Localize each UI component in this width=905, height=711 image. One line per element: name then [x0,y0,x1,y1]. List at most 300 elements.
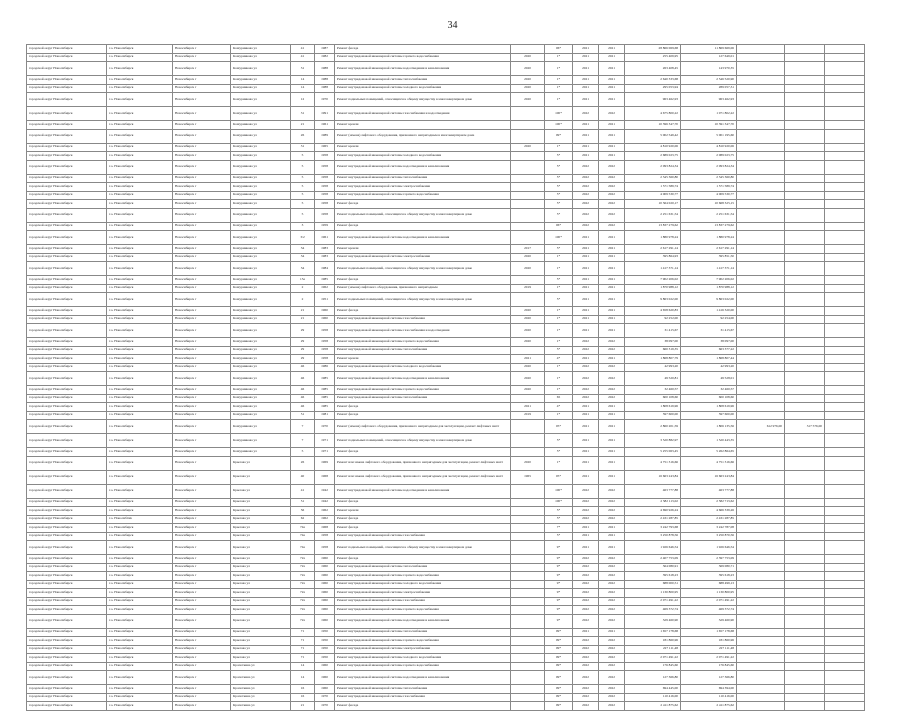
year-built-cell: 1985 [315,394,335,403]
table-row [27,160,865,174]
house-number-cell: 5 [291,448,315,457]
end-year-cell: 2021 [599,143,625,152]
street-cell: Крылова ул [231,589,291,598]
extra-cell-2 [785,498,825,507]
plan-year-cell [511,174,545,183]
plan-year-cell [511,671,545,685]
locality-cell: Новосибирск г [173,315,231,324]
plan-year-cell [511,276,545,285]
code-cell: 09* [545,129,573,143]
total-cell: 2 089 023,75 [681,152,737,161]
district-cell: городской округ Новосибирск [27,403,107,412]
plan-year-cell [511,507,545,516]
house-number-cell: 16 [291,685,315,694]
district-cell: городской округ Новосибирск [27,606,107,615]
code-cell: 100* [545,498,573,507]
code-cell: 09* [545,671,573,685]
start-year-cell: 2021 [573,129,599,143]
city-cell: г.о. Новосибирск [107,372,173,386]
extra-cell-1 [737,245,785,254]
total-cell: 2 411 875,62 [681,702,737,711]
extra-cell-2 [785,121,825,130]
year-built-cell: 1962 [315,284,335,293]
work-type-cell: Ремонт внутридомовой инженерной системы холодного водоснабжения [335,152,511,161]
work-type-cell: Ремонт внутридомовой инженерной системы водоотведения и канализования [335,62,511,76]
district-cell: городской округ Новосибирск [27,420,107,434]
year-built-cell: 1968 [315,470,335,484]
extra-cell-2 [785,200,825,209]
table-row [27,129,865,143]
street-cell: Крылова ул [231,614,291,628]
city-cell: г.о. Новосибирск [107,434,173,448]
start-year-cell: 2021 [573,293,599,307]
extra-cell-1 [737,121,785,130]
city-cell: г.о. Новосибирск [107,107,173,121]
cost-cell: 600 108,60 [625,394,681,403]
locality-cell: Новосибирск г [173,84,231,93]
house-number-cell: 46 [291,363,315,372]
extra-cell-3 [825,555,865,564]
code-cell: 5* [545,160,573,174]
table-row [27,253,865,262]
plan-year-cell [511,152,545,161]
end-year-cell: 2021 [599,434,625,448]
total-cell: 181 860,96 [681,637,737,646]
district-cell: городской округ Новосибирск [27,262,107,276]
year-built-cell: 1991 [315,107,335,121]
table-row [27,53,865,62]
start-year-cell: 2021 [573,45,599,54]
extra-cell-1 [737,93,785,107]
house-number-cell: 2 [291,293,315,307]
house-number-cell: 71 [291,628,315,637]
start-year-cell: 2022 [573,515,599,524]
city-cell: г.о. Новосибирск [107,363,173,372]
code-cell: 1* [545,262,573,276]
district-cell: городской округ Новосибирск [27,555,107,564]
extra-cell-1 [737,448,785,457]
plan-year-cell: 2020 [511,386,545,395]
total-cell: 31 415,67 [681,324,737,338]
total-cell: 16 663 243,84 [681,470,737,484]
table-row [27,671,865,685]
table-row [27,637,865,646]
start-year-cell: 2021 [573,628,599,637]
extra-cell-3 [825,121,865,130]
start-year-cell: 2021 [573,262,599,276]
plan-year-cell [511,200,545,209]
extra-cell-2 [785,637,825,646]
year-built-cell: 1960 [315,606,335,615]
locality-cell: Новосибирск г [173,484,231,498]
extra-cell-1 [737,315,785,324]
house-number-cell: 21 [291,702,315,711]
end-year-cell: 2021 [599,541,625,555]
cost-cell: 7 902 206,02 [625,276,681,285]
code-cell: 1* [545,93,573,107]
cost-cell: 16 663 243,84 [625,470,681,484]
work-type-cell: Ремонт внутридомовой инженерной системы водоотведения и канализования [335,484,511,498]
cost-cell: 1 926 646,54 [625,541,681,555]
house-number-cell: 34 [291,253,315,262]
plan-year-cell: 2020 [511,363,545,372]
work-type-cell: Ремонт (замена) лифтового оборудования, признанного непригодным в многоквартирном доме [335,129,511,143]
start-year-cell: 2021 [573,355,599,364]
code-cell: 100* [545,484,573,498]
end-year-cell: 2022 [599,394,625,403]
year-built-cell: 1951 [315,293,335,307]
locality-cell: Новосибирск г [173,606,231,615]
plan-year-cell [511,346,545,355]
end-year-cell: 2022 [599,654,625,663]
start-year-cell: 2021 [573,76,599,85]
extra-cell-1: 612 976,00 [737,420,785,434]
cost-cell: 9 863 022,00 [625,293,681,307]
locality-cell: Новосибирск г [173,515,231,524]
end-year-cell: 2021 [599,262,625,276]
house-number-cell: 14 [291,76,315,85]
locality-cell: Новосибирск г [173,386,231,395]
street-cell: Кропоткина ул [231,685,291,694]
start-year-cell: 2022 [573,160,599,174]
extra-cell-2 [785,671,825,685]
district-cell: городской округ Новосибирск [27,222,107,231]
house-number-cell: 72а [291,614,315,628]
year-built-cell: 1958 [315,191,335,200]
work-type-cell: Ремонт фасада [335,307,511,316]
total-cell: 1 130 800,95 [681,589,737,598]
table-row [27,307,865,316]
city-cell: г.о. Новосибирск [107,121,173,130]
table-row [27,174,865,183]
city-cell: г.о. Новосибирск [107,183,173,192]
house-number-cell: 3/2 [291,231,315,245]
street-cell: Кошурникова ул [231,284,291,293]
cost-cell: 42 993,20 [625,363,681,372]
street-cell: Крылова ул [231,555,291,564]
plan-year-cell [511,484,545,498]
district-cell: городской округ Новосибирск [27,580,107,589]
extra-cell-1 [737,685,785,694]
year-built-cell: 1965 [315,143,335,152]
start-year-cell: 2021 [573,315,599,324]
district-cell: городской округ Новосибирск [27,654,107,663]
total-cell: 49 528,01 [681,372,737,386]
plan-year-cell: 2020 [511,84,545,93]
house-number-cell: 29 [291,346,315,355]
total-cell: 600 108,60 [681,394,737,403]
total-cell: 5 001 195,60 [681,129,737,143]
locality-cell: Новосибирск г [173,121,231,130]
code-cell: 100* [545,231,573,245]
plan-year-cell [511,628,545,637]
extra-cell-2 [785,315,825,324]
work-type-cell: Ремонт кровли [335,121,511,130]
plan-year-cell: 2020 [511,76,545,85]
code-cell: 4* [545,403,573,412]
end-year-cell: 2022 [599,222,625,231]
locality-cell: Новосибирск г [173,191,231,200]
plan-year-cell [511,208,545,222]
year-built-cell: 1958 [315,208,335,222]
cost-cell: 32 460,57 [625,386,681,395]
city-cell: г.о. Новосибирск [107,572,173,581]
extra-cell-1 [737,355,785,364]
city-cell: г.о. Новосибирск [107,346,173,355]
total-cell: 3 250 870,56 [681,532,737,541]
code-cell: 5* [545,532,573,541]
cost-cell: 4 675 800,22 [625,107,681,121]
city-cell: г.о. Новосибирск [107,62,173,76]
cost-cell: 181 860,96 [625,637,681,646]
street-cell: Кошурникова ул [231,276,291,285]
plan-year-cell [511,498,545,507]
house-number-cell: 5 [291,200,315,209]
street-cell: Кошурникова ул [231,448,291,457]
extra-cell-3 [825,394,865,403]
street-cell: Кошурникова ул [231,200,291,209]
house-number-cell: 26 [291,129,315,143]
extra-cell-2 [785,129,825,143]
plan-year-cell: 2021 [511,403,545,412]
work-type-cell: Ремонт внутридомовой инженерной системы газоснабжения и водоотведения [335,324,511,338]
table-row [27,411,865,420]
start-year-cell: 2021 [573,276,599,285]
work-type-cell: Ремонт внутридомовой инженерной системы теплоснабжения [335,628,511,637]
cost-cell: 395 618,23 [625,572,681,581]
code-cell: 1* [545,456,573,470]
house-number-cell: 5 [291,208,315,222]
cost-cell: 2 251 631,54 [625,208,681,222]
table-row [27,338,865,347]
cost-cell: 963 462,93 [625,93,681,107]
extra-cell-2 [785,532,825,541]
extra-cell-2 [785,338,825,347]
locality-cell: Новосибирск г [173,53,231,62]
street-cell: Кошурникова ул [231,372,291,386]
total-cell: 1 520 443,35 [681,434,737,448]
start-year-cell: 2022 [573,338,599,347]
start-year-cell: 2022 [573,693,599,702]
table-row [27,693,865,702]
table-row [27,662,865,671]
repair-register-table [26,44,865,711]
table-row [27,107,865,121]
plan-year-cell [511,693,545,702]
table-row [27,222,865,231]
extra-cell-1 [737,597,785,606]
year-built-cell: 1962 [315,507,335,516]
extra-cell-2 [785,403,825,412]
extra-cell-1 [737,346,785,355]
table-row [27,200,865,209]
year-built-cell: 1960 [315,614,335,628]
extra-cell-2 [785,276,825,285]
table-row [27,276,865,285]
extra-cell-3 [825,693,865,702]
extra-cell-2 [785,606,825,615]
table-row [27,524,865,533]
total-cell: 663 377,22 [681,346,737,355]
extra-cell-2 [785,62,825,76]
total-cell: 38 097,00 [681,338,737,347]
extra-cell-1 [737,470,785,484]
end-year-cell: 2022 [599,555,625,564]
plan-year-cell [511,580,545,589]
code-cell: 5* [545,434,573,448]
city-cell: г.о. Новосибирск [107,160,173,174]
street-cell: Кошурникова ул [231,152,291,161]
code-cell: 09* [545,645,573,654]
table-row [27,507,865,516]
city-cell: г.о. Новосибирск [107,702,173,711]
extra-cell-2 [785,346,825,355]
year-built-cell: 1970 [315,420,335,434]
year-built-cell: 1960 [315,580,335,589]
locality-cell: Новосибирск г [173,702,231,711]
code-cell: 65 [545,394,573,403]
code-cell: 09* [545,693,573,702]
district-cell: городской округ Новосибирск [27,532,107,541]
end-year-cell: 2022 [599,614,625,628]
cost-cell: 463 777,88 [625,484,681,498]
house-number-cell: 21 [291,315,315,324]
extra-cell-1 [737,637,785,646]
street-cell: Кошурникова ул [231,386,291,395]
locality-cell: Новосибирск г [173,411,231,420]
extra-cell-3 [825,208,865,222]
house-number-cell: 3 [291,222,315,231]
cost-cell: 2 689 023,75 [625,152,681,161]
house-number-cell: 5 [291,160,315,174]
year-built-cell: 1983 [315,245,335,254]
year-built-cell: 1960 [315,307,335,316]
locality-cell: Новосибирск г [173,338,231,347]
table-row [27,572,865,581]
cost-cell: 395 864,93 [625,253,681,262]
work-type-cell: Ремонт внутридомовой инженерной системы водоотведения и канализования [335,671,511,685]
street-cell: Кошурникова ул [231,315,291,324]
plan-year-cell: 2020 [511,143,545,152]
plan-year-cell: 2020 [511,338,545,347]
work-type-cell: Ремонт внутридомовой инженерной системы теплоснабжения [335,563,511,572]
district-cell: городской округ Новосибирск [27,498,107,507]
code-cell: 5* [545,276,573,285]
extra-cell-3 [825,372,865,386]
city-cell: г.о. Новосибирск [107,403,173,412]
code-cell: 1* [545,411,573,420]
extra-cell-1 [737,200,785,209]
work-type-cell: Ремонт внутридомовой инженерной системы водоотведения и канализования [335,614,511,628]
table-row [27,456,865,470]
locality-cell: Новосибирск г [173,200,231,209]
city-cell: г.о. Новосибирск [107,654,173,663]
end-year-cell: 2022 [599,606,625,615]
district-cell: городской округ Новосибирск [27,372,107,386]
extra-cell-1 [737,386,785,395]
work-type-cell: Ремонт кровли [335,507,511,516]
work-type-cell: Ремонт внутридомовой инженерной системы газоснабжения и водоотведения [335,107,511,121]
cost-cell: 92 252,00 [625,315,681,324]
district-cell: городской округ Новосибирск [27,515,107,524]
cost-cell: 13 837 279,62 [625,222,681,231]
cost-cell: 2 617 291,14 [625,245,681,254]
extra-cell-3 [825,262,865,276]
start-year-cell: 2022 [573,372,599,386]
extra-cell-3 [825,628,865,637]
total-cell: 176 845,60 [681,662,737,671]
table-row [27,563,865,572]
street-cell: Кошурникова ул [231,403,291,412]
street-cell: Кошурникова ул [231,245,291,254]
cost-cell: 4 751 316,66 [625,456,681,470]
extra-cell-3 [825,253,865,262]
extra-cell-3 [825,507,865,516]
extra-cell-2 [785,555,825,564]
extra-cell-1 [737,208,785,222]
total-cell: 7 902 206,02 [681,276,737,285]
year-built-cell: 1958 [315,160,335,174]
city-cell: г.о. Новосибирск [107,53,173,62]
start-year-cell: 2022 [573,597,599,606]
extra-cell-2 [785,174,825,183]
extra-cell-1 [737,307,785,316]
total-cell: 13 837 279,62 [681,222,737,231]
start-year-cell: 2021 [573,532,599,541]
house-number-cell: 14 [291,671,315,685]
plan-year-cell: 2020 [511,253,545,262]
cost-cell: 5 255 063,45 [625,448,681,457]
locality-cell: Новосибирск г [173,355,231,364]
start-year-cell: 2022 [573,386,599,395]
work-type-cell: Ремонт подвальных помещений, относящихся к общему имуществу в многоквартирном доме [335,434,511,448]
locality-cell: Новосибирск г [173,507,231,516]
year-built-cell: 1958 [315,541,335,555]
extra-cell-2 [785,628,825,637]
cost-cell: 364 080,91 [625,563,681,572]
year-built-cell: 1958 [315,200,335,209]
city-cell: г.о. Новосибирск [107,222,173,231]
end-year-cell: 2022 [599,372,625,386]
city-cell: г.о. Новосибирск [107,456,173,470]
year-built-cell: 1984 [315,262,335,276]
code-cell: 5* [545,174,573,183]
table-row [27,597,865,606]
start-year-cell: 2022 [573,484,599,498]
locality-cell: Новосибирск г [173,434,231,448]
district-cell: городской округ Новосибирск [27,355,107,364]
work-type-cell: Ремонт подвальных помещений, относящихся к общему имуществу в многоквартирном доме [335,93,511,107]
city-cell: г.о. Новосибирск [107,420,173,434]
city-cell: г.о. Новосибирск [107,580,173,589]
year-built-cell: 1950 [315,628,335,637]
year-built-cell: 1985 [315,403,335,412]
work-type-cell: Ремонт внутридомовой инженерной системы теплоснабжения [335,346,511,355]
start-year-cell: 2022 [573,637,599,646]
plan-year-cell [511,532,545,541]
year-built-cell: 1960 [315,685,335,694]
cost-cell: 227 111,48 [625,645,681,654]
work-type-cell: Ремонт внутридомовой инженерной системы газоснабжения [335,597,511,606]
work-type-cell: Ремонт (замена) лифтового оборудования, признанного непригодным [335,284,511,293]
start-year-cell: 2021 [573,253,599,262]
work-type-cell: Ремонт подвальных помещений, относящихся к общему имуществу в многоквартирном доме [335,262,511,276]
extra-cell-1 [737,372,785,386]
end-year-cell: 2022 [599,174,625,183]
extra-cell-1 [737,702,785,711]
table-row [27,654,865,663]
end-year-cell: 2021 [599,403,625,412]
